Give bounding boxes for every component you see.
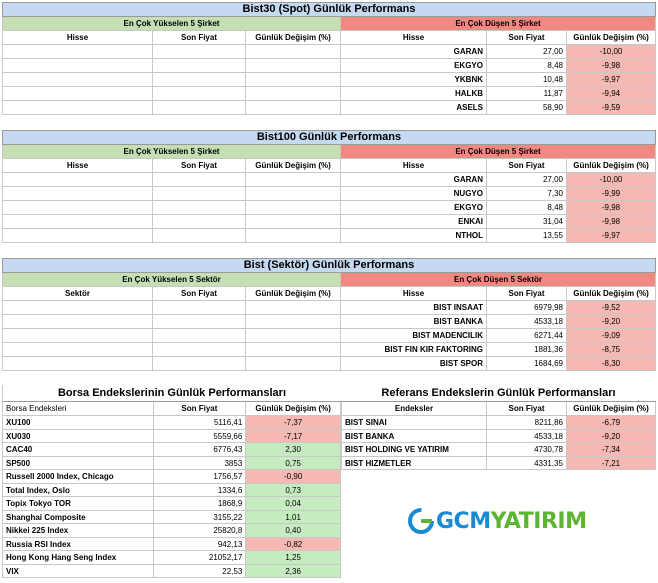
- bist30-up-header: En Çok Yükselen 5 Şirket: [2, 17, 341, 31]
- row-change: 0,75: [246, 457, 341, 471]
- table-row: [3, 443, 341, 457]
- table-row: [2, 301, 656, 315]
- row-name: Topix Tokyo TOR: [3, 497, 154, 511]
- row-name: SP500: [3, 457, 154, 471]
- col-header: Borsa Endeksleri: [3, 402, 154, 416]
- col-header: Son Fiyat: [487, 159, 567, 173]
- row-change: -9,99: [567, 187, 656, 201]
- bist100-block: [2, 130, 656, 243]
- table-row: [2, 187, 656, 201]
- row-change: -9,59: [567, 101, 656, 115]
- row-price: 8211,86: [487, 416, 567, 430]
- row-price: 6979,98: [487, 301, 567, 315]
- empty-cell: [153, 315, 246, 329]
- col-header: Hisse: [341, 159, 487, 173]
- row-price: 25820,8: [154, 524, 247, 538]
- bist100-title: Bist100 Günlük Performans: [2, 130, 656, 145]
- row-name: BIST MADENCILIK: [341, 329, 487, 343]
- bist30-rows: [2, 45, 656, 115]
- row-name: BIST HOLDING VE YATIRIM: [341, 443, 487, 457]
- row-name: GARAN: [341, 45, 487, 59]
- empty-cell: [2, 101, 153, 115]
- empty-cell: [246, 187, 341, 201]
- row-change: 2,36: [246, 565, 341, 579]
- row-price: 942,13: [154, 538, 247, 552]
- table-row: [3, 551, 341, 565]
- row-change: 1,25: [246, 551, 341, 565]
- bist30-title: Bist30 (Spot) Günlük Performans: [2, 2, 656, 17]
- row-change: -7,21: [567, 457, 656, 471]
- col-header: Günlük Değişim (%): [567, 31, 656, 45]
- bist100-subheader-row: [2, 145, 656, 159]
- referans-rows: [341, 416, 656, 470]
- empty-cell: [2, 201, 153, 215]
- table-row: [3, 484, 341, 498]
- table-row: [2, 215, 656, 229]
- row-change: -10,00: [567, 45, 656, 59]
- row-price: 8,48: [487, 201, 567, 215]
- col-header: Hisse: [2, 31, 153, 45]
- row-price: 10,48: [487, 73, 567, 87]
- row-name: Hong Kong Hang Seng Index: [3, 551, 154, 565]
- empty-cell: [2, 73, 153, 87]
- table-row: [3, 430, 341, 444]
- row-price: 58,90: [487, 101, 567, 115]
- row-change: -7,34: [567, 443, 656, 457]
- row-price: 1684,69: [487, 357, 567, 371]
- row-name: Russia RSI Index: [3, 538, 154, 552]
- col-header: Hisse: [341, 31, 487, 45]
- row-price: 4533,18: [487, 430, 567, 444]
- row-change: -9,98: [567, 215, 656, 229]
- col-header: Son Fiyat: [487, 31, 567, 45]
- row-name: BIST HIZMETLER: [341, 457, 487, 471]
- sektor-col-header-row: [2, 287, 656, 301]
- empty-cell: [153, 173, 246, 187]
- empty-cell: [153, 343, 246, 357]
- row-price: 11,87: [487, 87, 567, 101]
- borsa-rows: [3, 416, 341, 578]
- empty-cell: [2, 187, 153, 201]
- empty-cell: [153, 215, 246, 229]
- row-change: -9,98: [567, 201, 656, 215]
- row-name: BIST BANKA: [341, 315, 487, 329]
- row-change: -6,79: [567, 416, 656, 430]
- empty-cell: [153, 229, 246, 243]
- table-row: [2, 343, 656, 357]
- table-row: [3, 538, 341, 552]
- row-name: CAC40: [3, 443, 154, 457]
- row-price: 3155,22: [154, 511, 247, 525]
- row-name: EKGYO: [341, 201, 487, 215]
- empty-cell: [2, 215, 153, 229]
- col-header: Son Fiyat: [487, 287, 567, 301]
- row-price: 27,00: [487, 173, 567, 187]
- row-change: -9,97: [567, 73, 656, 87]
- logo-text-gcm: GCM: [436, 508, 491, 534]
- table-row: [2, 73, 656, 87]
- table-row: [2, 201, 656, 215]
- row-name: BIST SINAI: [341, 416, 487, 430]
- row-change: -0,82: [246, 538, 341, 552]
- row-change: -9,98: [567, 59, 656, 73]
- table-row: [2, 357, 656, 371]
- table-row: [341, 457, 656, 471]
- borsa-col-header-row: [3, 402, 341, 416]
- row-price: 1868,9: [154, 497, 247, 511]
- col-header: Günlük Değişim (%): [567, 287, 656, 301]
- row-change: 0,04: [246, 497, 341, 511]
- row-change: -9,09: [567, 329, 656, 343]
- row-name: EKGYO: [341, 59, 487, 73]
- table-row: [2, 45, 656, 59]
- row-name: BIST SPOR: [341, 357, 487, 371]
- empty-cell: [2, 173, 153, 187]
- gcm-logo: [408, 508, 586, 534]
- table-row: [2, 87, 656, 101]
- row-change: -9,94: [567, 87, 656, 101]
- row-change: -9,20: [567, 430, 656, 444]
- col-header: Günlük Değişim (%): [246, 159, 341, 173]
- bist30-col-header-row: [2, 31, 656, 45]
- row-name: BIST INSAAT: [341, 301, 487, 315]
- table-row: [3, 416, 341, 430]
- table-row: [2, 329, 656, 343]
- col-header: Endeksler: [341, 402, 487, 416]
- table-row: [2, 173, 656, 187]
- table-row: [3, 497, 341, 511]
- row-change: -9,97: [567, 229, 656, 243]
- bist100-up-header: En Çok Yükselen 5 Şirket: [2, 145, 341, 159]
- row-price: 5116,41: [154, 416, 247, 430]
- empty-cell: [2, 87, 153, 101]
- empty-cell: [153, 73, 246, 87]
- row-name: VIX: [3, 565, 154, 579]
- table-row: [2, 229, 656, 243]
- referans-block: [341, 385, 656, 470]
- row-change: 2,30: [246, 443, 341, 457]
- empty-cell: [246, 101, 341, 115]
- sektor-rows: [2, 301, 656, 371]
- row-price: 22,53: [154, 565, 247, 579]
- row-price: 7,30: [487, 187, 567, 201]
- empty-cell: [2, 329, 153, 343]
- row-name: NTHOL: [341, 229, 487, 243]
- empty-cell: [153, 329, 246, 343]
- row-name: BIST FIN KIR FAKTORING: [341, 343, 487, 357]
- row-price: 1756,57: [154, 470, 247, 484]
- row-change: 1,01: [246, 511, 341, 525]
- row-price: 1881,36: [487, 343, 567, 357]
- empty-cell: [246, 215, 341, 229]
- col-header: Hisse: [341, 287, 487, 301]
- row-price: 3853: [154, 457, 247, 471]
- row-change: -8,30: [567, 357, 656, 371]
- table-row: [2, 59, 656, 73]
- col-header: Son Fiyat: [153, 31, 246, 45]
- empty-cell: [153, 101, 246, 115]
- col-header: Son Fiyat: [487, 402, 567, 416]
- col-header: Son Fiyat: [154, 402, 247, 416]
- row-name: HALKB: [341, 87, 487, 101]
- empty-cell: [2, 315, 153, 329]
- row-price: 13,55: [487, 229, 567, 243]
- row-change: -7,37: [246, 416, 341, 430]
- col-header: Günlük Değişim (%): [246, 402, 341, 416]
- empty-cell: [2, 357, 153, 371]
- row-name: YKBNK: [341, 73, 487, 87]
- col-header: Günlük Değişim (%): [567, 402, 656, 416]
- gcm-swoosh-icon: [408, 508, 434, 534]
- sektor-subheader-row: [2, 273, 656, 287]
- empty-cell: [246, 343, 341, 357]
- empty-cell: [246, 201, 341, 215]
- table-row: [2, 101, 656, 115]
- table-row: [3, 524, 341, 538]
- referans-title: Referans Endekslerin Günlük Performansları: [341, 385, 656, 402]
- empty-cell: [153, 357, 246, 371]
- bist100-col-header-row: [2, 159, 656, 173]
- sektor-title: Bist (Sektör) Günlük Performans: [2, 258, 656, 273]
- row-price: 4533,18: [487, 315, 567, 329]
- row-price: 4331,35: [487, 457, 567, 471]
- col-header: Günlük Değişim (%): [246, 287, 341, 301]
- row-name: XU030: [3, 430, 154, 444]
- row-change: -7,17: [246, 430, 341, 444]
- empty-cell: [153, 187, 246, 201]
- bist100-rows: [2, 173, 656, 243]
- empty-cell: [153, 45, 246, 59]
- row-price: 31,04: [487, 215, 567, 229]
- col-header: Son Fiyat: [153, 287, 246, 301]
- empty-cell: [246, 229, 341, 243]
- empty-cell: [246, 301, 341, 315]
- col-header: Hisse: [2, 159, 153, 173]
- table-row: [341, 416, 656, 430]
- empty-cell: [2, 229, 153, 243]
- row-name: Nikkei 225 Index: [3, 524, 154, 538]
- borsa-title: Borsa Endekslerinin Günlük Performansları: [3, 385, 341, 402]
- empty-cell: [2, 343, 153, 357]
- table-row: [341, 430, 656, 444]
- empty-cell: [246, 73, 341, 87]
- sektor-up-header: En Çok Yükselen 5 Sektör: [2, 273, 341, 287]
- sektor-block: [2, 258, 656, 371]
- empty-cell: [246, 173, 341, 187]
- row-change: -8,75: [567, 343, 656, 357]
- empty-cell: [246, 59, 341, 73]
- row-price: 5559,66: [154, 430, 247, 444]
- table-row: [2, 315, 656, 329]
- row-name: NUGYO: [341, 187, 487, 201]
- table-row: [341, 443, 656, 457]
- row-price: 21052,17: [154, 551, 247, 565]
- row-name: BIST BANKA: [341, 430, 487, 444]
- row-change: 0,73: [246, 484, 341, 498]
- empty-cell: [246, 357, 341, 371]
- row-change: -9,20: [567, 315, 656, 329]
- referans-col-header-row: [341, 402, 656, 416]
- row-name: XU100: [3, 416, 154, 430]
- empty-cell: [246, 87, 341, 101]
- col-header: Günlük Değişim (%): [246, 31, 341, 45]
- row-price: 27,00: [487, 45, 567, 59]
- row-price: 6776,43: [154, 443, 247, 457]
- bist100-down-header: En Çok Düşen 5 Şirket: [341, 145, 656, 159]
- empty-cell: [246, 45, 341, 59]
- table-row: [3, 565, 341, 579]
- empty-cell: [2, 59, 153, 73]
- sektor-down-header: En Çok Düşen 5 Sektör: [341, 273, 656, 287]
- logo-text-yatirim: YATIRIM: [490, 508, 587, 534]
- col-header: Sektör: [2, 287, 153, 301]
- row-name: Total Index, Oslo: [3, 484, 154, 498]
- empty-cell: [153, 59, 246, 73]
- row-price: 6271,44: [487, 329, 567, 343]
- bist30-down-header: En Çok Düşen 5 Şirket: [341, 17, 656, 31]
- empty-cell: [246, 315, 341, 329]
- borsa-block: [2, 385, 341, 578]
- row-name: Shanghai Composite: [3, 511, 154, 525]
- col-header: Son Fiyat: [153, 159, 246, 173]
- table-row: [3, 470, 341, 484]
- table-row: [3, 457, 341, 471]
- row-change: -0,90: [246, 470, 341, 484]
- row-price: 4730,78: [487, 443, 567, 457]
- row-name: ASELS: [341, 101, 487, 115]
- table-row: [3, 511, 341, 525]
- bist30-block: [2, 2, 656, 115]
- row-change: 0,40: [246, 524, 341, 538]
- bist30-subheader-row: [2, 17, 656, 31]
- col-header: Günlük Değişim (%): [567, 159, 656, 173]
- row-name: GARAN: [341, 173, 487, 187]
- row-price: 1334,6: [154, 484, 247, 498]
- empty-cell: [153, 87, 246, 101]
- empty-cell: [2, 301, 153, 315]
- empty-cell: [153, 301, 246, 315]
- row-name: ENKAI: [341, 215, 487, 229]
- empty-cell: [246, 329, 341, 343]
- empty-cell: [2, 45, 153, 59]
- row-price: 8,48: [487, 59, 567, 73]
- row-change: -10,00: [567, 173, 656, 187]
- empty-cell: [153, 201, 246, 215]
- row-name: Russell 2000 Index, Chicago: [3, 470, 154, 484]
- row-change: -9,52: [567, 301, 656, 315]
